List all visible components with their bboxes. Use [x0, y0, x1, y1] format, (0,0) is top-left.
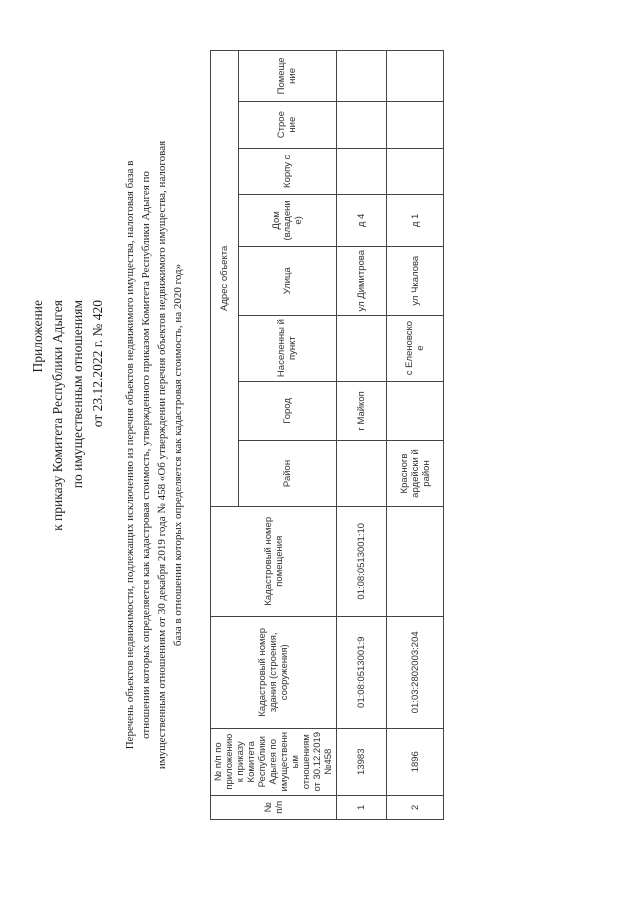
table-header-row — [211, 51, 239, 820]
cell-structure — [387, 101, 444, 148]
header-num: № п/п — [211, 795, 337, 819]
cell-num: 1 — [337, 795, 387, 819]
cell-building-cadastral: 01:03:2802003:204 — [387, 616, 444, 728]
header-house: Дом (владени е) — [238, 194, 336, 246]
objects-table — [210, 50, 444, 820]
cell-building-cadastral: 01:08:0513001:9 — [337, 616, 387, 728]
header-structure: Строе ние — [238, 101, 336, 148]
cell-block — [387, 148, 444, 194]
cell-block — [337, 148, 387, 194]
cell-appendix-num: 1896 — [387, 728, 444, 795]
header-appendix-num: № п/п по приложению к приказу Комитета Республики Адыгея по имущественн ым отношениям от 30.12.2019 №458 — [211, 728, 337, 795]
cell-district — [337, 441, 387, 507]
cell-structure — [337, 101, 387, 148]
cell-city — [387, 381, 444, 441]
appendix-header — [28, 300, 108, 640]
cell-street: ул Димитрова — [337, 246, 387, 315]
cell-district: Красногв ардейски й район — [387, 441, 444, 507]
appendix-date-line: от 23.12.2022 г. № 420 — [90, 300, 105, 428]
title-line-2: отношении которых определяется как кадастровая стоимость, утвержденного приказом Комитета Республики Адыгея по — [140, 171, 152, 739]
table-row — [387, 51, 444, 820]
cell-appendix-num: 13983 — [337, 728, 387, 795]
table-row — [337, 51, 387, 820]
header-street: Улица — [238, 246, 336, 315]
title-line-3: имущественным отношениям от 30 декабря 2019 года № 458 «Об утверждении перечня объектов недвижимого имущества, налоговая — [156, 140, 168, 770]
cell-premises-cadastral — [387, 506, 444, 616]
header-block: Корпу с — [238, 148, 336, 194]
header-premises-cadastral: Кадастровый номер помещения — [211, 506, 337, 616]
cell-settlement: с Еленовско е — [387, 315, 444, 381]
appendix-order-line: к приказу Комитета Республики Адыгея — [50, 300, 65, 531]
cell-house: д 1 — [387, 194, 444, 246]
header-city: Город — [238, 381, 336, 441]
document-title — [122, 75, 186, 835]
cell-settlement — [337, 315, 387, 381]
cell-street: ул Чкалова — [387, 246, 444, 315]
cell-premises-cadastral: 01:08:0513001:10 — [337, 506, 387, 616]
header-district: Район — [238, 441, 336, 507]
header-building-cadastral: Кадастровый номер здания (строения, сооружения) — [211, 616, 337, 728]
title-line-4: база в отношении которых определяется как кадастровая стоимость, на 2020 год» — [172, 263, 184, 647]
cell-premises — [337, 51, 387, 102]
header-address: Адрес объекта — [211, 51, 239, 507]
header-settlement: Населенны й пункт — [238, 315, 336, 381]
header-premises: Помеще ние — [238, 51, 336, 102]
cell-city: г Майкоп — [337, 381, 387, 441]
cell-premises — [387, 51, 444, 102]
cell-num: 2 — [387, 795, 444, 819]
title-line-1: Перечень объектов недвижимости, подлежащих исключению из перечня объектов недвижимого имущества, налоговая база в — [124, 160, 136, 750]
appendix-committee-line: по имущественным отношениям — [70, 300, 85, 489]
cell-house: д 4 — [337, 194, 387, 246]
appendix-label: Приложение — [30, 300, 45, 373]
